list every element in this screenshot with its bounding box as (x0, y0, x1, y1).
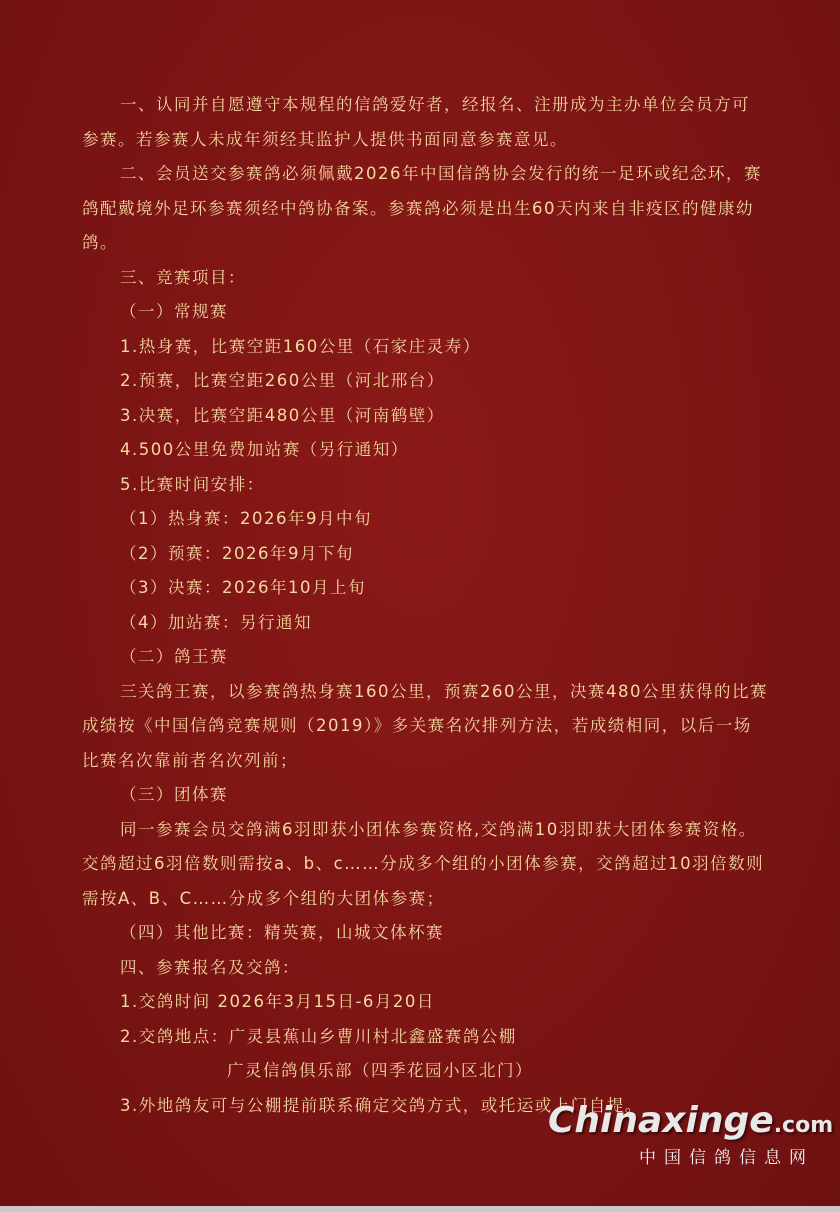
watermark-logo-text: Chinaxinge (548, 1100, 774, 1141)
section-heading: 三、竞赛项目： (120, 267, 246, 287)
list-item: 2.预赛，比赛空距260公里（河北邢台） (120, 371, 445, 390)
list-item: 1.热身赛，比赛空距160公里（石家庄灵寿） (120, 336, 481, 356)
paragraph-line: 二、会员送交参赛鸽必须佩戴2026年中国信鸽协会发行的统一足环或纪念环，赛 (120, 164, 762, 183)
paragraph-line: 交鸽超过6羽倍数则需按a、b、c……分成多个组的小团体参赛，交鸽超过10羽倍数则 (82, 854, 765, 873)
list-item: 5.比赛时间安排： (120, 474, 265, 494)
schedule-item: （4）加站赛：另行通知 (120, 612, 312, 632)
paragraph-line: 同一参赛会员交鸽满6羽即获小团体参赛资格,交鸽满10羽即获大团体参赛资格。 (120, 819, 757, 839)
paragraph-line: 成绩按《中国信鸽竞赛规则（2019）》多关赛名次排列方法，若成绩相同，以后一场 (82, 716, 752, 735)
watermark-subtitle: 中国信鸽信息网 (639, 1148, 814, 1168)
paragraph-line: 一、认同并自愿遵守本规程的信鸽爱好者，经报名、注册成为主办单位会员方可 (120, 95, 750, 114)
paragraph-line: 比赛名次靠前者名次列前； (82, 750, 298, 770)
list-item: 4.500公里免费加站赛（另行通知） (120, 440, 409, 459)
subsection-heading: （三）团体赛 (120, 785, 228, 804)
paragraph-line: 鸽。 (82, 233, 118, 252)
schedule-item: （1）热身赛：2026年9月中旬 (120, 509, 372, 528)
section-heading: 四、参赛报名及交鸽： (120, 957, 300, 977)
subsection-heading: （四）其他比赛：精英赛，山城文体杯赛 (120, 923, 444, 942)
paragraph-line: 参赛。若参赛人未成年须经其监护人提供书面同意参赛意见。 (82, 129, 568, 149)
list-item: 3.决赛，比赛空距480公里（河南鹤壁） (120, 405, 445, 425)
list-item-continuation: 广灵信鸽俱乐部（四季花园小区北门） (227, 1061, 533, 1080)
watermark-logo-suffix: .com (773, 1113, 834, 1138)
document-body (82, 88, 772, 1123)
bottom-divider (0, 1206, 840, 1212)
list-item: 1.交鸽时间 2026年3月15日-6月20日 (120, 992, 435, 1011)
paragraph-line: 三关鸽王赛，以参赛鸽热身赛160公里，预赛260公里，决赛480公里获得的比赛 (120, 681, 768, 701)
subsection-heading: （一）常规赛 (120, 302, 228, 321)
subsection-heading: （二）鸽王赛 (120, 647, 228, 666)
list-item: 2.交鸽地点：广灵县蕉山乡曹川村北鑫盛赛鸽公棚 (120, 1026, 517, 1046)
site-watermark (548, 1100, 834, 1168)
schedule-item: （3）决赛：2026年10月上旬 (120, 578, 366, 597)
paragraph-line: 鸽配戴境外足环参赛须经中鸽协备案。参赛鸽必须是出生60天内来自非疫区的健康幼 (82, 198, 754, 218)
paragraph-line: 需按A、B、C……分成多个组的大团体参赛； (82, 888, 445, 908)
watermark-logo (548, 1100, 834, 1141)
schedule-item: （2）预赛：2026年9月下旬 (120, 543, 354, 563)
list-item: 3.外地鸽友可与公棚提前联系确定交鸽方式，或托运或上门自提。 (120, 1095, 643, 1115)
